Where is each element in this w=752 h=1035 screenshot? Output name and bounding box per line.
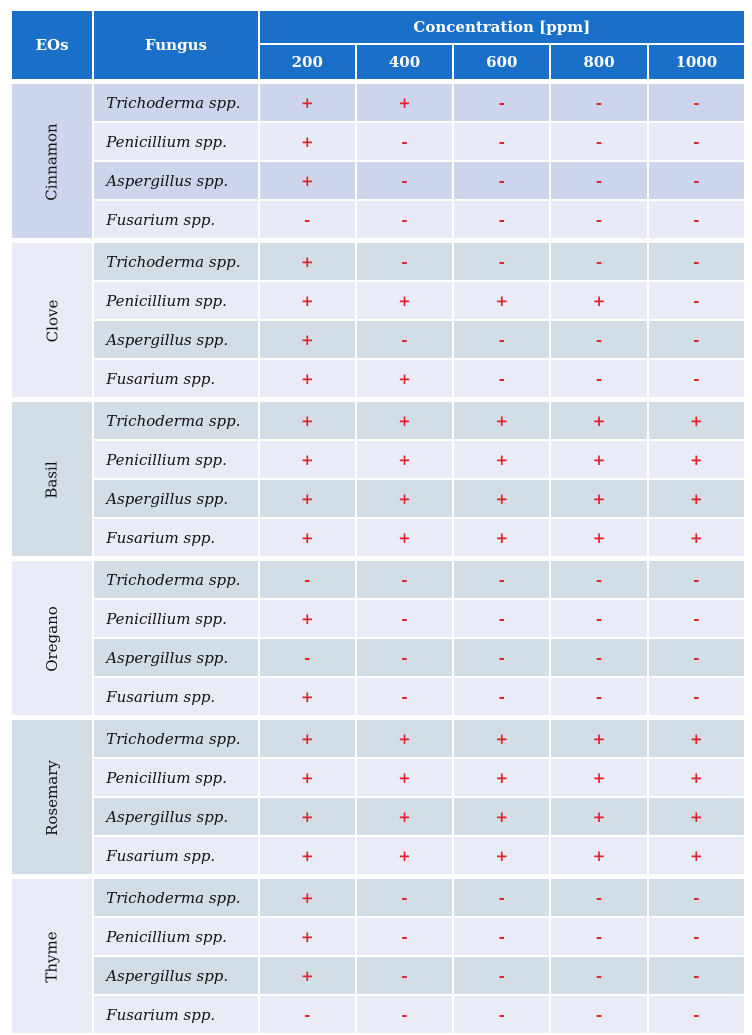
- growth-result: -: [649, 957, 744, 994]
- growth-result: +: [260, 837, 355, 874]
- table-row: [12, 798, 744, 835]
- eo-group-0: [12, 81, 744, 238]
- growth-result: -: [551, 600, 646, 637]
- growth-result: -: [551, 201, 646, 238]
- growth-result: +: [551, 759, 646, 796]
- growth-result: -: [649, 996, 744, 1033]
- growth-result: +: [649, 837, 744, 874]
- growth-result: -: [357, 678, 452, 715]
- growth-result: +: [260, 441, 355, 478]
- fungus-name: Fusarium spp.: [94, 201, 257, 238]
- fungus-name: Penicillium spp.: [94, 759, 257, 796]
- growth-result: +: [260, 957, 355, 994]
- growth-result: -: [454, 81, 549, 121]
- concentration-header: Concentration [ppm]: [260, 11, 744, 43]
- table-row: [12, 600, 744, 637]
- growth-result: -: [357, 558, 452, 598]
- growth-result: +: [260, 600, 355, 637]
- growth-result: +: [357, 519, 452, 556]
- growth-result: -: [454, 996, 549, 1033]
- table-row: [12, 162, 744, 199]
- growth-result: -: [454, 240, 549, 280]
- growth-result: +: [649, 717, 744, 757]
- fungus-name: Penicillium spp.: [94, 441, 257, 478]
- growth-result: +: [551, 399, 646, 439]
- fungus-name: Penicillium spp.: [94, 123, 257, 160]
- table-row: [12, 519, 744, 556]
- concentration-200-header: 200: [260, 45, 355, 79]
- growth-result: +: [357, 759, 452, 796]
- fungus-name: Aspergillus spp.: [94, 162, 257, 199]
- growth-result: -: [454, 123, 549, 160]
- growth-result: +: [454, 717, 549, 757]
- growth-result: +: [260, 759, 355, 796]
- growth-result: -: [454, 162, 549, 199]
- growth-result: -: [357, 162, 452, 199]
- eo-name-cell: [12, 399, 92, 556]
- table-row: [12, 201, 744, 238]
- growth-result: -: [649, 558, 744, 598]
- growth-result: -: [649, 600, 744, 637]
- growth-result: +: [260, 399, 355, 439]
- fungus-name: Penicillium spp.: [94, 282, 257, 319]
- growth-result: -: [357, 201, 452, 238]
- table-row: [12, 321, 744, 358]
- growth-result: -: [649, 360, 744, 397]
- growth-result: -: [454, 600, 549, 637]
- growth-result: -: [649, 123, 744, 160]
- concentration-1000-header: 1000: [649, 45, 744, 79]
- growth-result: -: [357, 321, 452, 358]
- growth-result: +: [454, 441, 549, 478]
- table-row: [12, 996, 744, 1033]
- eo-name: Rosemary: [43, 759, 62, 836]
- table-header: [12, 11, 744, 79]
- table-row: [12, 876, 744, 916]
- fungus-name: Fusarium spp.: [94, 360, 257, 397]
- table-row: [12, 282, 744, 319]
- table-row: [12, 360, 744, 397]
- growth-result: -: [649, 240, 744, 280]
- growth-result: -: [551, 876, 646, 916]
- eo-name-cell: [12, 81, 92, 238]
- fungus-name: Trichoderma spp.: [94, 876, 257, 916]
- growth-result: +: [260, 717, 355, 757]
- growth-result: +: [649, 798, 744, 835]
- growth-result: -: [454, 558, 549, 598]
- eo-group-4: [12, 717, 744, 874]
- growth-result: -: [649, 321, 744, 358]
- growth-result: +: [357, 360, 452, 397]
- fungus-name: Fusarium spp.: [94, 678, 257, 715]
- table-row: [12, 123, 744, 160]
- growth-result: +: [260, 321, 355, 358]
- concentration-400-header: 400: [357, 45, 452, 79]
- eo-name: Thyme: [43, 930, 62, 983]
- growth-result: +: [454, 519, 549, 556]
- growth-result: -: [260, 639, 355, 676]
- concentration-800-header: 800: [551, 45, 646, 79]
- growth-result: +: [357, 282, 452, 319]
- growth-result: +: [551, 717, 646, 757]
- eo-name: Cinnamon: [43, 122, 62, 201]
- growth-result: +: [260, 360, 355, 397]
- growth-result: -: [649, 162, 744, 199]
- growth-result: +: [260, 876, 355, 916]
- table-row: [12, 639, 744, 676]
- growth-result: -: [649, 678, 744, 715]
- fungus-name: Fusarium spp.: [94, 996, 257, 1033]
- table-row: [12, 918, 744, 955]
- fungus-name: Aspergillus spp.: [94, 480, 257, 517]
- growth-result: -: [260, 201, 355, 238]
- growth-result: -: [649, 876, 744, 916]
- eo-name-cell: [12, 558, 92, 715]
- growth-result: +: [551, 441, 646, 478]
- growth-result: +: [260, 480, 355, 517]
- growth-result: +: [551, 480, 646, 517]
- growth-result: -: [357, 123, 452, 160]
- growth-result: +: [454, 480, 549, 517]
- growth-result: +: [357, 81, 452, 121]
- growth-result: -: [260, 996, 355, 1033]
- growth-result: +: [649, 441, 744, 478]
- table-row: [12, 399, 744, 439]
- growth-result: -: [357, 240, 452, 280]
- fungus-name: Trichoderma spp.: [94, 81, 257, 121]
- growth-result: +: [649, 399, 744, 439]
- growth-result: -: [551, 240, 646, 280]
- growth-result: +: [260, 798, 355, 835]
- growth-result: -: [357, 918, 452, 955]
- table-row: [12, 240, 744, 280]
- growth-result: +: [357, 399, 452, 439]
- table-row: [12, 441, 744, 478]
- growth-result: -: [454, 918, 549, 955]
- growth-result: +: [454, 798, 549, 835]
- growth-result: +: [357, 798, 452, 835]
- growth-result: +: [551, 798, 646, 835]
- growth-result: -: [357, 639, 452, 676]
- growth-result: +: [357, 717, 452, 757]
- fungus-name: Aspergillus spp.: [94, 798, 257, 835]
- growth-result: +: [649, 759, 744, 796]
- growth-result: +: [260, 678, 355, 715]
- eo-group-2: [12, 399, 744, 556]
- fungus-name: Aspergillus spp.: [94, 957, 257, 994]
- growth-result: +: [260, 519, 355, 556]
- growth-result: -: [454, 321, 549, 358]
- growth-result: -: [551, 360, 646, 397]
- growth-result: -: [357, 876, 452, 916]
- fungus-name: Fusarium spp.: [94, 519, 257, 556]
- eo-column-header: EOs: [12, 11, 92, 79]
- growth-result: +: [649, 480, 744, 517]
- growth-result: +: [454, 399, 549, 439]
- growth-result: -: [551, 957, 646, 994]
- growth-result: -: [357, 600, 452, 637]
- growth-result: -: [454, 360, 549, 397]
- eo-name: Oregano: [43, 605, 62, 672]
- growth-result: -: [649, 201, 744, 238]
- eo-group-1: [12, 240, 744, 397]
- growth-result: +: [551, 282, 646, 319]
- growth-result: -: [357, 957, 452, 994]
- growth-result: -: [454, 639, 549, 676]
- growth-result: -: [551, 678, 646, 715]
- fungus-name: Penicillium spp.: [94, 600, 257, 637]
- growth-result: +: [454, 837, 549, 874]
- growth-result: -: [551, 81, 646, 121]
- fungus-name: Trichoderma spp.: [94, 240, 257, 280]
- eo-name: Clove: [43, 299, 62, 342]
- fungus-name: Trichoderma spp.: [94, 399, 257, 439]
- growth-result: -: [551, 639, 646, 676]
- results-table: [10, 9, 746, 1035]
- fungus-name: Trichoderma spp.: [94, 558, 257, 598]
- growth-result: -: [454, 201, 549, 238]
- growth-result: -: [551, 321, 646, 358]
- growth-result: -: [551, 162, 646, 199]
- growth-result: -: [649, 282, 744, 319]
- eo-name-cell: [12, 717, 92, 874]
- eo-name-cell: [12, 876, 92, 1033]
- growth-result: -: [454, 678, 549, 715]
- table-row: [12, 837, 744, 874]
- growth-result: -: [551, 123, 646, 160]
- eo-group-5: [12, 876, 744, 1033]
- growth-result: -: [454, 876, 549, 916]
- growth-result: +: [454, 282, 549, 319]
- table-row: [12, 480, 744, 517]
- fungus-name: Aspergillus spp.: [94, 639, 257, 676]
- growth-result: -: [649, 918, 744, 955]
- fungus-name: Fusarium spp.: [94, 837, 257, 874]
- growth-result: -: [260, 558, 355, 598]
- growth-result: -: [649, 81, 744, 121]
- table-row: [12, 678, 744, 715]
- table-row: [12, 957, 744, 994]
- fungus-name: Aspergillus spp.: [94, 321, 257, 358]
- growth-result: +: [260, 282, 355, 319]
- table-row: [12, 759, 744, 796]
- concentration-600-header: 600: [454, 45, 549, 79]
- fungus-name: Trichoderma spp.: [94, 717, 257, 757]
- growth-result: +: [260, 81, 355, 121]
- growth-result: -: [551, 918, 646, 955]
- growth-result: -: [649, 639, 744, 676]
- fungus-name: Penicillium spp.: [94, 918, 257, 955]
- growth-result: +: [357, 837, 452, 874]
- growth-result: +: [357, 480, 452, 517]
- growth-result: +: [260, 123, 355, 160]
- growth-result: +: [551, 837, 646, 874]
- eo-group-3: [12, 558, 744, 715]
- growth-result: -: [551, 996, 646, 1033]
- growth-result: +: [260, 240, 355, 280]
- growth-result: +: [357, 441, 452, 478]
- growth-result: +: [649, 519, 744, 556]
- growth-result: -: [357, 996, 452, 1033]
- fungus-column-header: Fungus: [94, 11, 257, 79]
- eo-name-cell: [12, 240, 92, 397]
- growth-result: -: [454, 957, 549, 994]
- growth-result: +: [454, 759, 549, 796]
- growth-result: +: [551, 519, 646, 556]
- eo-name: Basil: [43, 460, 62, 499]
- growth-result: -: [551, 558, 646, 598]
- growth-result: +: [260, 162, 355, 199]
- growth-result: +: [260, 918, 355, 955]
- table-row: [12, 717, 744, 757]
- table-row: [12, 558, 744, 598]
- table-row: [12, 81, 744, 121]
